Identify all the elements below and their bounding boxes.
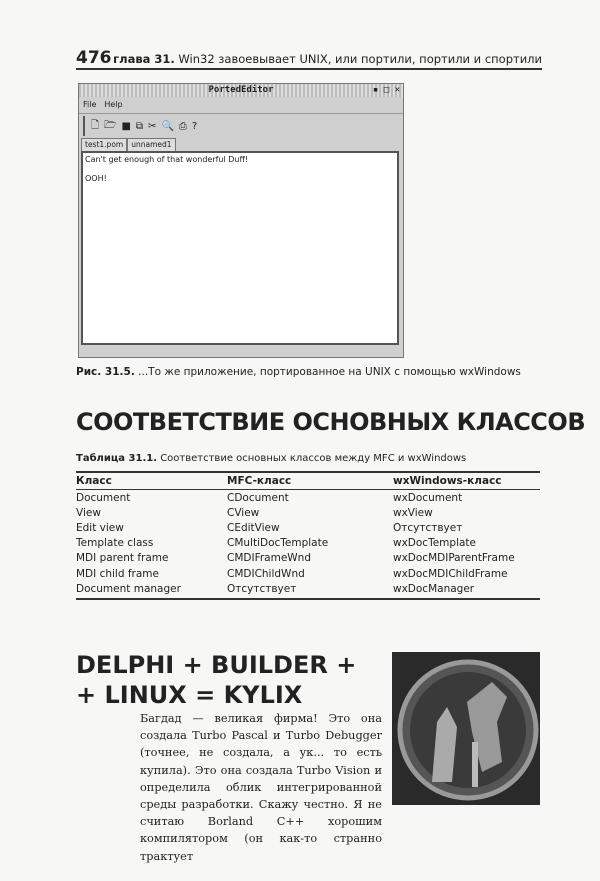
table-caption-label: Таблица 31.1. [76,453,157,464]
class-mapping-table [76,471,540,600]
table-row [76,505,540,520]
table-row [76,551,540,566]
running-header [113,52,542,66]
copy-icon: ⧉ [135,120,144,132]
heading-line: DELPHI + BUILDER + [76,651,357,679]
table-cell: CMDIChildWnd [227,567,305,580]
chapter-label: глава 31. [113,52,175,66]
table-header-row [76,472,540,490]
window-controls: ▪ □ ✕ [372,85,400,95]
table-row [76,536,540,551]
table-row [76,520,540,535]
open-icon: 🗁 [104,119,117,131]
print-icon: ⎙ [178,120,187,132]
ported-editor-screenshot [78,83,404,358]
table-cell: Document manager [76,581,227,599]
body-paragraph: Багдад — великая фирма! Это она создала Turbo Pascal и Turbo Debugger (точнее, не создала, а ук... то есть купила). Это она создала Turbo Vision и определила облик интегрированной среды разработки. Скажу честно. Я не считаю Borland C++ хорошим компилятором (он как-то странно трактует [140,712,382,863]
table-row [76,566,540,581]
table-cell: CEditView [227,521,280,534]
document-tabs [81,138,403,151]
table-cell: CDocument [227,491,289,504]
table-cell: View [76,506,101,519]
table-cell: CView [227,506,260,519]
table-cell: Отсутствует [227,581,393,599]
chapter-title: Win32 завоевывает UNIX, или портили, портили и спортили [178,52,542,66]
table-cell: CMultiDocTemplate [227,537,329,550]
cut-icon: ✂ [148,120,157,132]
page-number: 476 [76,48,112,68]
save-icon: ■ [121,120,131,132]
table-row [76,490,540,506]
table-cell: wxDocManager [393,581,540,599]
table-cell: CMDIFrameWnd [227,552,311,565]
table-cell: Отсутствует [393,521,463,534]
table-cell: MDI child frame [76,567,159,580]
greek-vase-illustration [392,652,540,805]
table-cell: wxDocument [393,491,463,504]
table-cell: wxDocTemplate [393,537,476,550]
preview-icon: 🔍 [161,120,174,132]
table-caption-text: Соответствие основных классов между MFC и wxWindows [160,453,467,464]
section-heading-kylix [76,650,356,710]
toolbar [83,116,399,136]
window-title: PortedEditor [208,85,274,95]
table-row [76,581,540,599]
editor-area [81,151,399,345]
table-cell: wxDocMDIParentFrame [393,552,515,565]
menu-bar [79,97,403,114]
help-icon: ? [191,120,198,132]
editor-line: OOH! [85,174,107,183]
table-cell: Template class [76,537,154,550]
header-rule [76,68,542,70]
table-cell: Edit view [76,521,124,534]
table-caption [76,453,466,464]
section-heading: СООТВЕТСТВИЕ ОСНОВНЫХ КЛАССОВ [76,408,586,436]
figure-caption-text: ...То же приложение, портированное на UNIX с помощью wxWindows [138,366,521,378]
column-header: MFC-класс [227,472,393,490]
table-cell: MDI parent frame [76,552,169,565]
figure-caption-label: Рис. 31.5. [76,366,135,378]
tab-test1: test1.pom [81,138,127,151]
column-header: wxWindows-класс [393,472,540,490]
table-cell: wxView [393,506,433,519]
heading-line: + LINUX = KYLIX [76,681,303,709]
table-cell: wxDocMDIChildFrame [393,567,508,580]
menu-help: Help [104,100,123,109]
editor-line: Can't get enough of that wonderful Duff! [85,155,249,164]
tab-unnamed1: unnamed1 [127,138,175,151]
column-header: Класс [76,472,227,490]
new-icon: 🗋 [91,119,100,131]
window-title-bar [79,84,403,97]
table-cell: Document [76,491,131,504]
menu-file: File [83,100,97,109]
figure-caption [76,366,521,378]
